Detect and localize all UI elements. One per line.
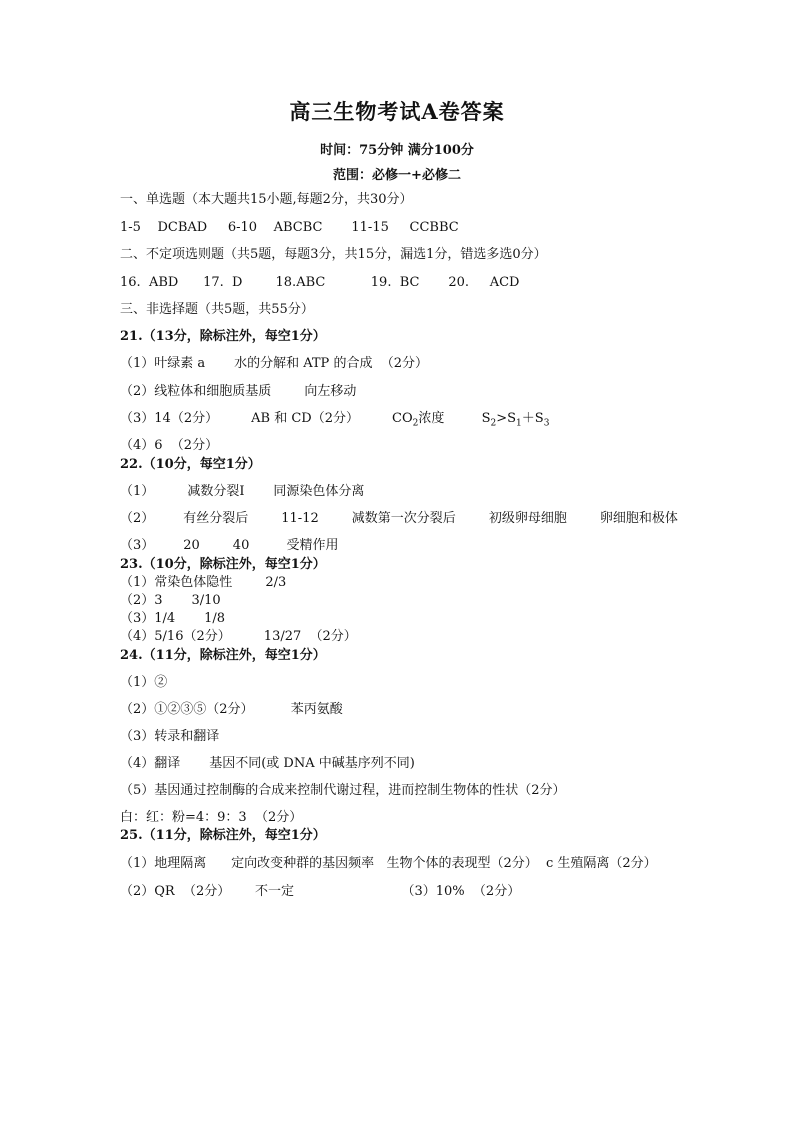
q25-answer-2: （2）QR （2分） 不一定 （3）10% （2分）: [120, 884, 521, 899]
q24-answer-2: （2）①②③⑤（2分） 苯丙氨酸: [120, 702, 343, 717]
section-3-heading: 三、非选择题（共5题，共55分）: [120, 302, 314, 317]
q23-answer-1: （1）常染色体隐性 2/3: [120, 575, 287, 590]
time-info: 时间：75分钟 满分100分: [320, 143, 474, 158]
section-2-heading: 二、不定项选则题（共5题，每题3分，共15分，漏选1分，错选多选0分）: [120, 247, 547, 262]
s2-subscript: 2: [490, 418, 497, 429]
q21-answer-3-prefix: （3）14（2分） AB 和 CD（2分） CO: [120, 411, 413, 426]
q23-answer-4: （4）5/16（2分） 13/27 （2分）: [120, 629, 357, 644]
q24-answer-3: （3）转录和翻译: [120, 729, 220, 744]
s1-subscript: 1: [516, 418, 522, 429]
q23-answer-3: （3）1/4 1/8: [120, 611, 226, 626]
q24-answer-6: 白：红：粉=4：9：3 （2分）: [120, 810, 303, 825]
co2-subscript: 2: [412, 418, 419, 429]
page-title: 高三生物考试A卷答案: [289, 99, 505, 124]
q25-heading: 25.（11分，除标注外，每空1分）: [120, 828, 326, 843]
q22-answer-2: （2） 有丝分裂后 11-12 减数第一次分裂后 初级卵母细胞 卵细胞和极体: [120, 511, 678, 526]
q25-answer-1: （1）地理隔离 定向改变种群的基因频率 生物个体的表现型（2分） c 生殖隔离（2分）: [120, 856, 657, 871]
q22-answer-3: （3） 20 40 受精作用: [120, 538, 339, 553]
q24-answer-4: （4）翻译 基因不同(或 DNA 中碱基序列不同): [120, 756, 415, 771]
q21-answer-3-plus: ＋S: [521, 411, 544, 426]
s3-subscript: 3: [543, 418, 550, 429]
section-1-heading: 一、单选题（本大题共15小题,每题2分，共30分）: [120, 192, 413, 207]
q21-answer-3-gt: >S: [496, 411, 517, 426]
section-1-answers: 1-5 DCBAD 6-10 ABCBC 11-15 CCBBC: [120, 220, 459, 235]
q21-answer-4: （4）6 （2分）: [120, 438, 219, 453]
q24-answer-5: （5）基因通过控制酶的合成来控制代谢过程，进而控制生物体的性状（2分）: [120, 783, 566, 798]
section-2-answers: 16. ABD 17. D 18.ABC 19. BC 20. ACD: [120, 275, 520, 290]
q23-heading: 23.（10分，除标注外，每空1分）: [120, 557, 326, 572]
q21-answer-3: [120, 410, 549, 433]
q22-heading: 22.（10分，每空1分）: [120, 457, 261, 472]
q24-answer-1: （1）②: [120, 675, 168, 690]
q21-answer-2: （2）线粒体和细胞质基质 向左移动: [120, 384, 357, 399]
q21-heading: 21.（13分，除标注外，每空1分）: [120, 329, 326, 344]
q22-answer-1: （1） 减数分裂I 同源染色体分离: [120, 484, 365, 499]
q21-answer-3-mid: 浓度 S: [418, 411, 491, 426]
q23-answer-2: （2）3 3/10: [120, 593, 221, 608]
q24-heading: 24.（11分，除标注外，每空1分）: [120, 648, 326, 663]
q21-answer-1: （1）叶绿素 a 水的分解和 ATP 的合成 （2分）: [120, 356, 428, 371]
scope-info: 范围：必修一+必修二: [333, 168, 461, 183]
